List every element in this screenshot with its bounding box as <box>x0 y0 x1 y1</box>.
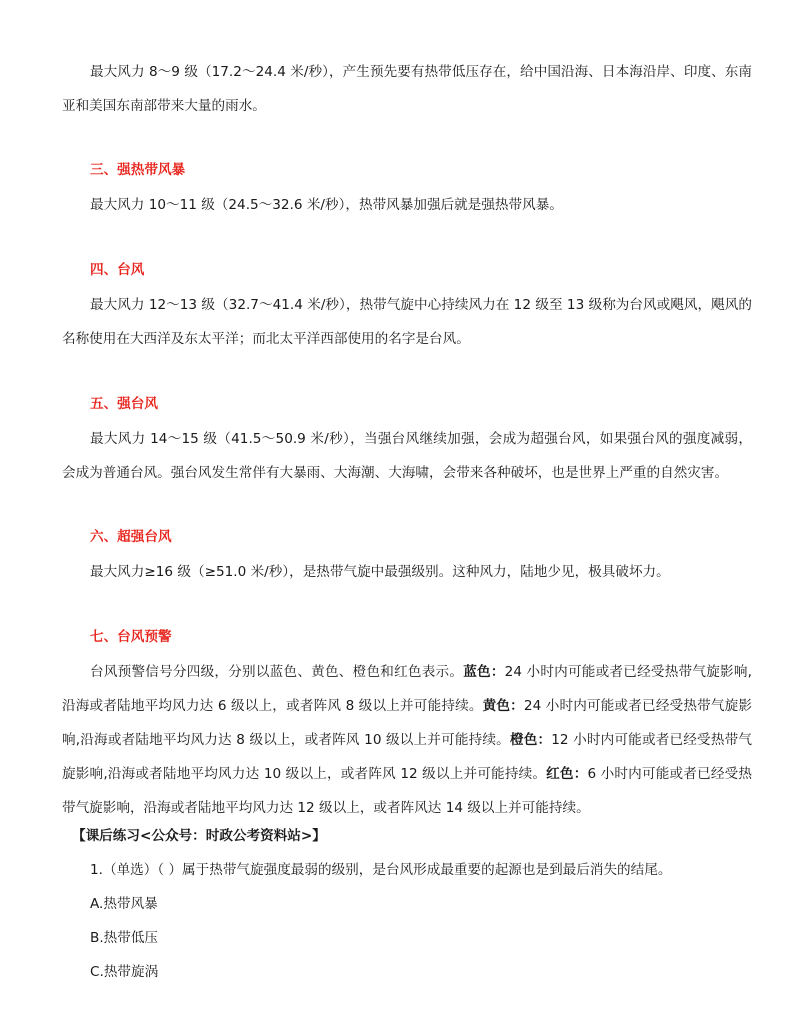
option-c: C.热带旋涡 <box>90 964 159 980</box>
warning-text-blue: 24 小时内可能或者已经受热带气旋影响,沿海或者陆地平均风力达 6 级以上，或者阵风 8 级以上并可能持续。 <box>62 664 752 714</box>
exercise-title: 【课后练习<公众号：时政公考资料站>】 <box>72 828 326 844</box>
warning-text-red: 6 小时内可能或者已经受热带气旋影响，沿海或者陆地平均风力达 12 级以上，或者阵风达 14 级以上并可能持续。 <box>62 766 752 816</box>
heading-typhoon: 四、台风 <box>90 262 145 278</box>
severe-typhoon-paragraph: 最大风力 14～15 级（41.5～50.9 米/秒），当强台风继续加强，会成为超强台风，如果强台风的强度减弱，会成为普通台风。强台风发生常伴有大暴雨、大海潮、大海啸，会带来各种破坏，也是世界上严重的自然灾害。 <box>62 431 752 481</box>
heading-super-typhoon: 六、超强台风 <box>90 529 172 545</box>
warning-label-orange: 橙色： <box>509 732 552 748</box>
warning-text-orange: 12 小时内可能或者已经受热带气旋影响,沿海或者陆地平均风力达 10 级以上，或者阵风 12 级以上并可能持续。 <box>62 732 752 782</box>
warning-label-yellow: 黄色： <box>482 698 524 714</box>
option-a: A.热带风暴 <box>90 896 158 912</box>
typhoon-paragraph: 最大风力 12～13 级（32.7～41.4 米/秒），热带气旋中心持续风力在 12 级至 13 级称为台风或飓风，飓风的名称使用在大西洋及东太平洋；而北太平洋西部使用的名字是台风。 <box>62 297 752 347</box>
heading-severe-tropical-storm: 三、强热带风暴 <box>90 162 186 178</box>
tropical-storm-paragraph: 最大风力 8～9 级（17.2～24.4 米/秒），产生预先要有热带低压存在，给中国沿海、日本海沿岸、印度、东南亚和美国东南部带来大量的雨水。 <box>62 64 752 114</box>
typhoon-warning-paragraph <box>62 655 752 825</box>
severe-tropical-storm-paragraph: 最大风力 10～11 级（24.5～32.6 米/秒），热带风暴加强后就是强热带风暴。 <box>90 197 563 213</box>
warning-label-blue: 蓝色： <box>463 664 505 680</box>
exercise-question: 1.（单选）（ ）属于热带气旋强度最弱的级别，是台风形成最重要的起源也是到最后消失的结尾。 <box>90 862 672 878</box>
warning-label-red: 红色： <box>546 766 588 782</box>
warning-intro: 台风预警信号分四级，分别以蓝色、黄色、橙色和红色表示。 <box>90 664 464 680</box>
super-typhoon-paragraph: 最大风力≥16 级（≥51.0 米/秒），是热带气旋中最强级别。这种风力，陆地少见，极具破坏力。 <box>90 564 670 580</box>
option-b: B.热带低压 <box>90 930 159 946</box>
heading-typhoon-warning: 七、台风预警 <box>90 629 172 645</box>
heading-severe-typhoon: 五、强台风 <box>90 396 158 412</box>
warning-text-yellow: 24 小时内可能或者已经受热带气旋影响,沿海或者陆地平均风力达 8 级以上，或者阵风 10 级以上并可能持续。 <box>62 698 752 748</box>
